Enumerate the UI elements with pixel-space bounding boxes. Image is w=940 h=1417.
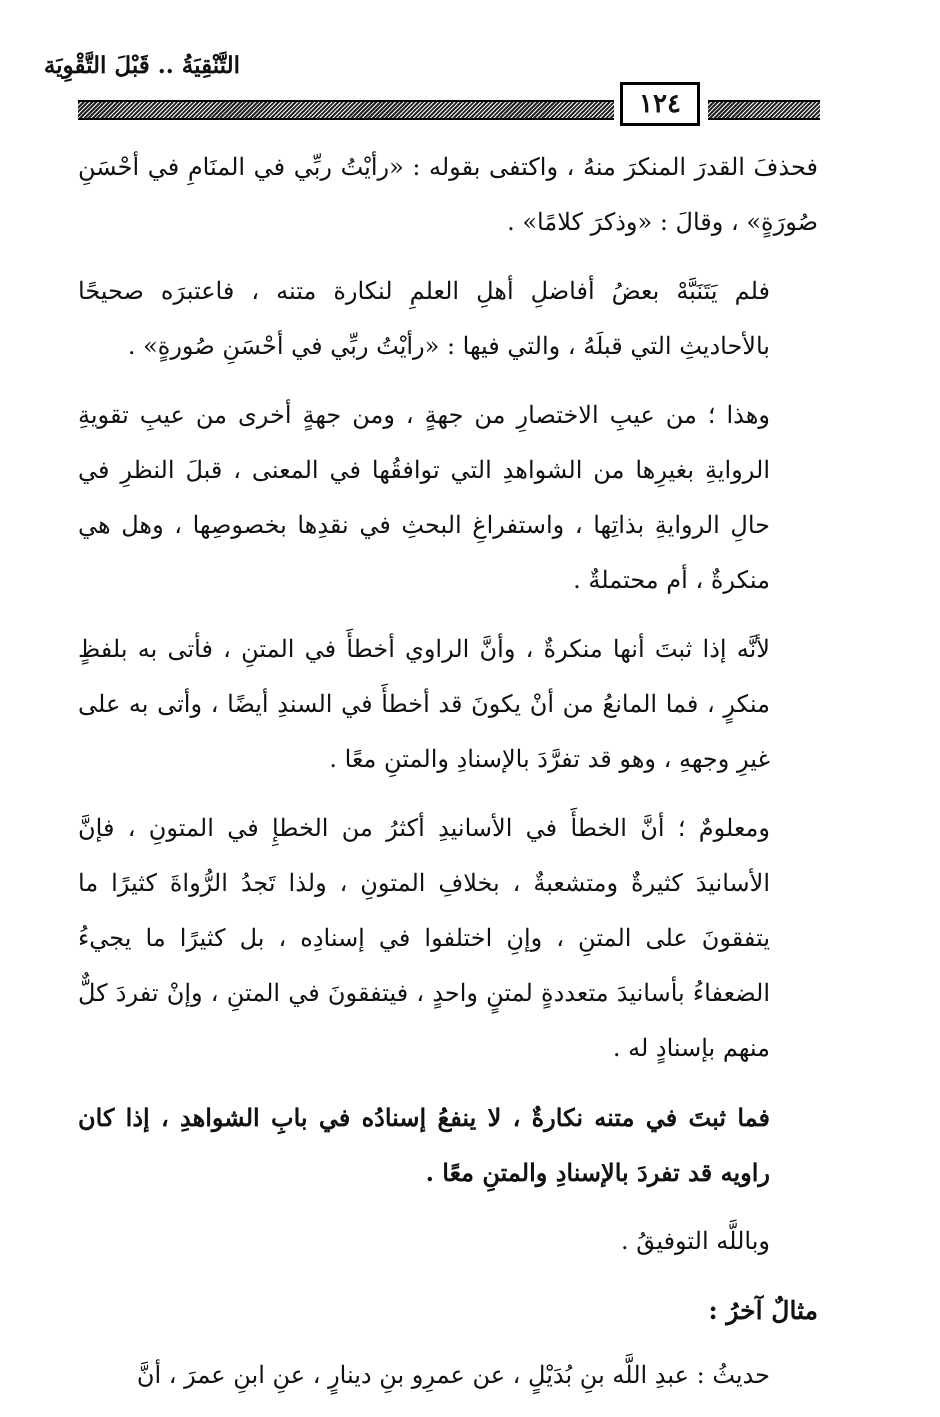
paragraph-1: فحذفَ القدرَ المنكرَ منهُ ، واكتفى بقوله : «رأيْتُ ربِّي في المنَامِ في أحْسَنِ صُورَةٍ» ، وقالَ : «وذكرَ كلامًا» .: [78, 153, 818, 236]
header-rule-left: [78, 100, 614, 120]
paragraph-5: ومعلومٌ ؛ أنَّ الخطأَ في الأسانيدِ أكثرُ من الخطإِ في المتونِ ، فإنَّ الأسانيدَ كثيرةٌ ومتشعبةٌ ، بخلافِ المتونِ ، ولذا تَجدُ الرُّواةَ كثيرًا ما يتفقونَ على المتنِ ، وإنِ اختلفوا في إسنادِه ، بل كثيرًا ما يجيءُ الضعفاءُ بأسانيدَ متعددةٍ لمتنٍ واحدٍ ، فيتفقونَ في المتنِ ، وإنْ تفردَ كلٌّ منهم بإسنادٍ له .: [78, 814, 770, 1062]
paragraph-2: فلم يَتَنَبَّهْ بعضُ أفاضلِ أهلِ العلمِ لنكارة متنه ، فاعتبرَه صحيحًا بالأحاديثِ التي قبلَهُ ، والتي فيها : «رأيْتُ ربِّي في أحْسَنِ صُورةٍ» .: [78, 277, 770, 360]
running-title: التَّنْقِيَةُ .. قَبْلَ التَّقْوِيَة: [43, 52, 240, 79]
page-number: ١٢٤: [620, 82, 700, 126]
final-line: حديثُ : عبدِ اللَّه بنِ بُدَيْلٍ ، عن عمرِو بنِ دينارٍ ، عنِ ابنِ عمرَ ، أنَّ: [136, 1361, 770, 1389]
page-body: [78, 140, 818, 1417]
paragraph-4: لأنَّه إذا ثبتَ أنها منكرةٌ ، وأنَّ الراوي أخطأَ في المتنِ ، فأتى به بلفظٍ منكرٍ ، فما المانعُ من أنْ يكونَ قد أخطأَ في السندِ أيضًا ، وأتى به على غيرِ وجههِ ، وهو قد تفرَّدَ بالإسنادِ والمتنِ معًا .: [78, 635, 770, 773]
paragraph-3: وهذا ؛ من عيبِ الاختصارِ من جهةٍ ، ومن جهةٍ أخرى من عيبِ تقويةِ الروايةِ بغيرِها من الشواهدِ التي توافقُها في المعنى ، قبلَ النظرِ في حالِ الروايةِ بذاتِها ، واستفراغِ البحثِ في نقدِها بخصوصِها ، وهل هي منكرةٌ ، أم محتملةٌ .: [78, 401, 770, 594]
closing-line: وباللَّه التوفيقُ .: [621, 1227, 770, 1255]
section-heading: مثالٌ آخرُ :: [708, 1296, 818, 1325]
header-rule-right: [708, 100, 820, 120]
paragraph-6-bold: فما ثبتَ في متنه نكارةٌ ، لا ينفعُ إسنادُه في بابِ الشواهدِ ، إذا كان راويه قد تفردَ بالإسنادِ والمتنِ معًا .: [78, 1103, 770, 1187]
